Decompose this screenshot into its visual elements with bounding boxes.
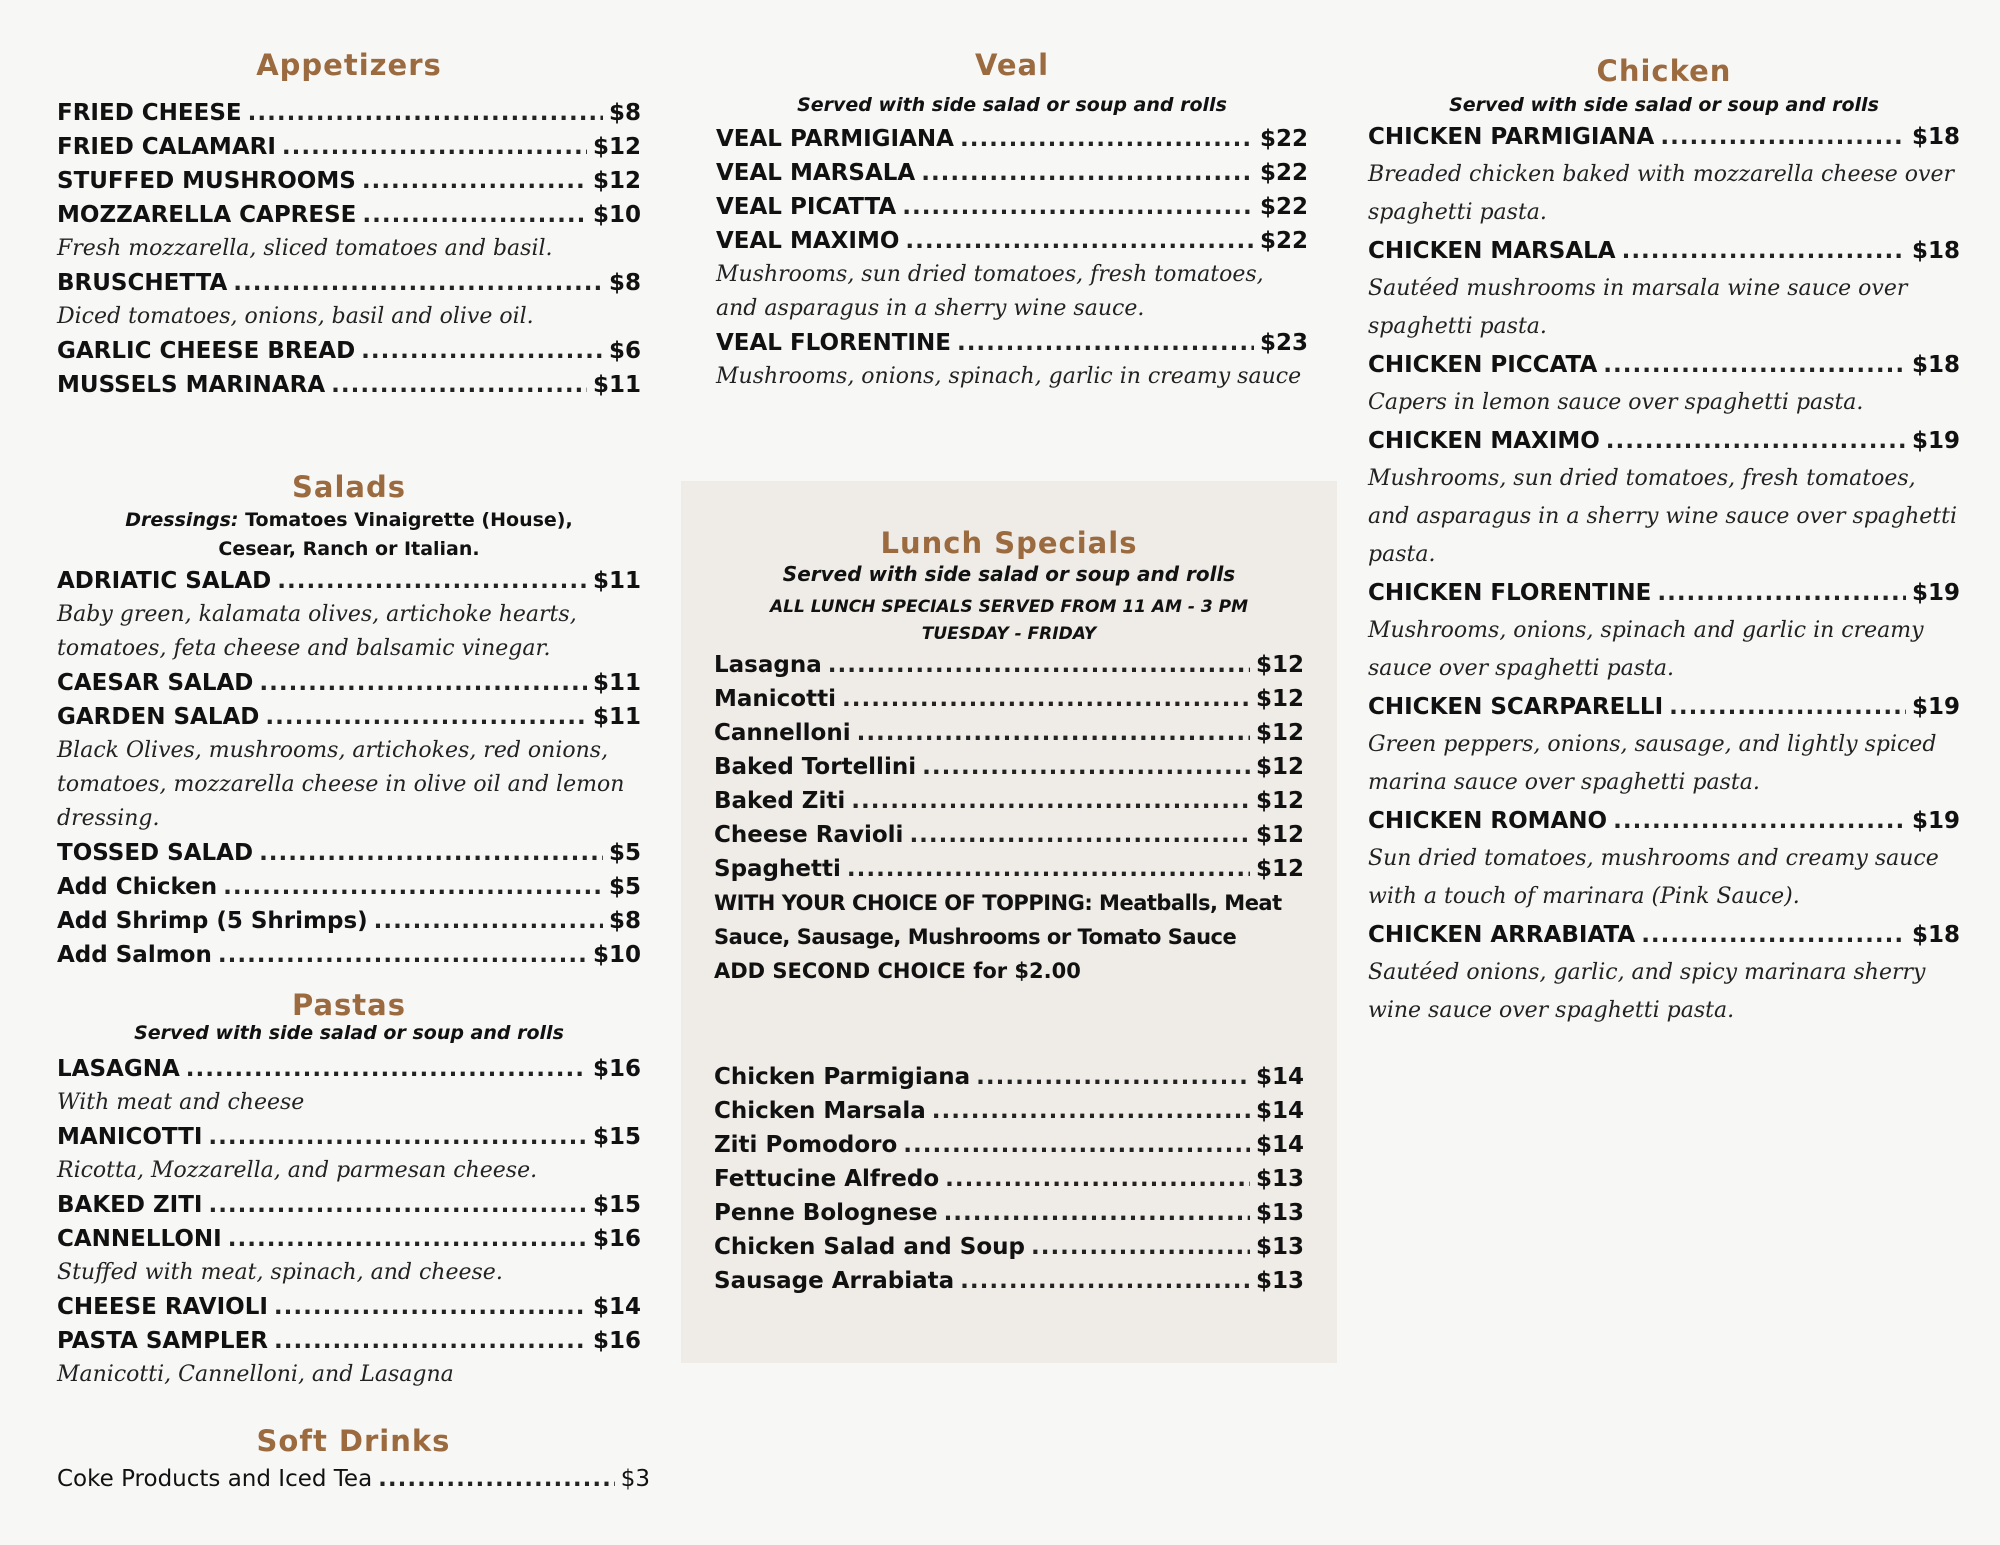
menu-item [714, 1264, 1304, 1298]
item-name: BRUSCHETTA [57, 270, 228, 296]
menu-item [716, 190, 1308, 224]
dot-leader [1606, 422, 1906, 460]
menu-item [57, 164, 641, 198]
dot-leader [248, 96, 603, 130]
dot-leader [274, 1324, 587, 1358]
menu-item [57, 96, 641, 130]
menu-item [57, 1120, 641, 1154]
dot-leader [208, 1188, 587, 1222]
chicken-subtitle: Served with side salad or soup and rolls [1449, 94, 1879, 116]
menu-item [57, 870, 641, 904]
item-price: $8 [608, 100, 641, 126]
pastas-heading: Pastas [292, 988, 406, 1022]
dot-leader [922, 750, 1250, 784]
menu-item [716, 326, 1308, 360]
item-name: VEAL MAXIMO [716, 228, 900, 254]
item-price: $12 [1255, 856, 1304, 882]
item-name: FRIED CHEESE [57, 100, 242, 126]
item-description: Sautéed onions, garlic, and spicy marinara sherry wine sauce over spaghetti pasta. [1368, 960, 1926, 1023]
dot-leader [374, 904, 603, 938]
item-name: CHEESE RAVIOLI [57, 1294, 268, 1320]
item-name: Cannelloni [714, 720, 851, 746]
lunch-section [714, 526, 1304, 1298]
item-price: $22 [1259, 228, 1308, 254]
item-name: CAESAR SALAD [57, 670, 254, 696]
item-name: Lasagna [714, 652, 822, 678]
dot-leader [857, 716, 1250, 750]
menu-item [1368, 688, 1960, 726]
menu-item [716, 224, 1308, 258]
item-name: Fettucine Alfredo [714, 1166, 940, 1192]
menu-item [714, 682, 1304, 716]
dot-leader [960, 1264, 1250, 1298]
item-price: $19 [1911, 580, 1960, 606]
item-price: $16 [592, 1056, 641, 1082]
dressings-text: Tomatoes Vinaigrette (House), [245, 509, 573, 531]
item-name: Coke Products and Iced Tea [57, 1466, 373, 1492]
appetizers-section [57, 48, 641, 402]
lunch-subtitle: Served with side salad or soup and rolls [782, 562, 1236, 586]
salads-section [57, 470, 641, 972]
menu-item [57, 1290, 641, 1324]
item-price: $12 [1255, 754, 1304, 780]
item-description: Sun dried tomatoes, mushrooms and creamy sauce with a touch of marinara (Pink Sauce). [1368, 846, 1939, 909]
item-price: $11 [592, 568, 641, 594]
item-price: $22 [1259, 160, 1308, 186]
menu-item [714, 1196, 1304, 1230]
pastas-subtitle: Served with side salad or soup and rolls [134, 1022, 564, 1044]
menu-item [57, 836, 641, 870]
menu-item [1368, 346, 1960, 384]
item-price: $5 [608, 874, 641, 900]
item-description: Stuffed with meat, spinach, and cheese. [57, 1260, 503, 1285]
item-price: $16 [592, 1328, 641, 1354]
item-price: $22 [1259, 194, 1308, 220]
menu-item [714, 818, 1304, 852]
item-description: Mushrooms, onions, spinach, garlic in creamy sauce [716, 364, 1302, 389]
chicken-heading: Chicken [1596, 54, 1732, 88]
item-name: GARDEN SALAD [57, 704, 260, 730]
dot-leader [274, 1290, 587, 1324]
menu-item [57, 266, 641, 300]
menu-item [57, 1052, 641, 1086]
menu-item [1368, 916, 1960, 954]
item-description: Mushrooms, sun dried tomatoes, fresh tomatoes, and asparagus in a sherry wine sauce. [716, 262, 1264, 321]
drinks-heading: Soft Drinks [256, 1424, 451, 1458]
item-price: $10 [592, 942, 641, 968]
appetizers-list [57, 96, 641, 402]
menu-item [714, 648, 1304, 682]
item-description: Breaded chicken baked with mozzarella cheese over spaghetti pasta. [1368, 162, 1955, 225]
menu-item [1368, 574, 1960, 612]
veal-heading: Veal [974, 48, 1050, 82]
item-price: $5 [608, 840, 641, 866]
dot-leader [1641, 916, 1906, 954]
item-price: $18 [1911, 238, 1960, 264]
item-price: $13 [1255, 1200, 1304, 1226]
item-description: Capers in lemon sauce over spaghetti pasta. [1368, 390, 1864, 415]
dressings-line2: Cesear, Ranch or Italian. [218, 538, 480, 560]
item-name: STUFFED MUSHROOMS [57, 168, 356, 194]
dot-leader [944, 1196, 1250, 1230]
item-description: Sautéed mushrooms in marsala wine sauce over spaghetti pasta. [1368, 276, 1908, 339]
dot-leader [223, 870, 603, 904]
pastas-section [57, 988, 641, 1392]
menu-item [57, 938, 641, 972]
item-description: With meat and cheese [57, 1090, 305, 1115]
dot-leader [1031, 1230, 1250, 1264]
item-description: Mushrooms, onions, spinach and garlic in creamy sauce over spaghetti pasta. [1368, 618, 1924, 681]
item-description: Mushrooms, sun dried tomatoes, fresh tomatoes, and asparagus in a sherry wine sauce over spaghetti pasta. [1368, 466, 1958, 567]
dressings-label: Dressings: [125, 509, 239, 531]
item-price: $15 [592, 1124, 641, 1150]
drinks-section [57, 1424, 650, 1496]
item-name: VEAL PICATTA [716, 194, 897, 220]
item-name: CHICKEN SCARPARELLI [1368, 694, 1664, 720]
dot-leader [186, 1052, 587, 1086]
item-name: VEAL MARSALA [716, 160, 916, 186]
dot-leader [208, 1120, 587, 1154]
menu-item [57, 904, 641, 938]
item-description: Black Olives, mushrooms, artichokes, red onions, tomatoes, mozzarella cheese in olive oil and lemon dressing. [57, 738, 625, 831]
menu-item [714, 1128, 1304, 1162]
veal-section [716, 48, 1308, 394]
item-price: $15 [592, 1192, 641, 1218]
menu-item [57, 1222, 641, 1256]
dot-leader [842, 682, 1250, 716]
item-price: $8 [608, 908, 641, 934]
item-price: $11 [592, 372, 641, 398]
item-price: $13 [1255, 1268, 1304, 1294]
menu-item [714, 750, 1304, 784]
menu-item [57, 1324, 641, 1358]
item-price: $22 [1259, 126, 1308, 152]
item-name: Cheese Ravioli [714, 822, 904, 848]
item-price: $12 [1255, 822, 1304, 848]
item-name: PASTA SAMPLER [57, 1328, 269, 1354]
item-name: Sausage Arrabiata [714, 1268, 955, 1294]
dot-leader [277, 564, 587, 598]
dot-leader [1660, 118, 1906, 156]
item-name: VEAL PARMIGIANA [716, 126, 954, 152]
veal-list [716, 122, 1308, 394]
dot-leader [331, 368, 587, 402]
item-price: $12 [1255, 686, 1304, 712]
menu-item [714, 1094, 1304, 1128]
item-name: CHICKEN ROMANO [1368, 808, 1608, 834]
item-name: Chicken Marsala [714, 1098, 926, 1124]
drinks-list [57, 1462, 650, 1496]
item-name: CANNELLONI [57, 1226, 222, 1252]
dot-leader [957, 326, 1254, 360]
chicken-section [1368, 54, 1960, 1030]
item-name: Penne Bolognese [714, 1200, 938, 1226]
dot-leader [1669, 688, 1906, 726]
item-description: Ricotta, Mozzarella, and parmesan cheese. [57, 1158, 538, 1183]
item-price: $19 [1911, 694, 1960, 720]
topping-note: WITH YOUR CHOICE OF TOPPING: Meatballs, Meat Sauce, Sausage, Mushrooms or Tomato Sauce [714, 891, 1282, 949]
dot-leader [378, 1462, 615, 1496]
menu-item [57, 198, 641, 232]
item-price: $8 [608, 270, 641, 296]
item-price: $3 [620, 1466, 650, 1492]
item-price: $14 [1255, 1132, 1304, 1158]
item-name: MUSSELS MARINARA [57, 372, 326, 398]
item-name: LASAGNA [57, 1056, 180, 1082]
menu-item [1368, 802, 1960, 840]
item-description: Manicotti, Cannelloni, and Lasagna [57, 1362, 454, 1387]
item-price: $10 [592, 202, 641, 228]
menu-item [714, 1162, 1304, 1196]
dot-leader [1622, 232, 1906, 270]
veal-subtitle: Served with side salad or soup and rolls [797, 94, 1227, 116]
item-name: GARLIC CHEESE BREAD [57, 338, 356, 364]
item-price: $12 [1255, 788, 1304, 814]
dot-leader [905, 224, 1254, 258]
item-name: ADRIATIC SALAD [57, 568, 272, 594]
dot-leader [362, 198, 587, 232]
item-price: $6 [608, 338, 641, 364]
second-choice-note: ADD SECOND CHOICE for $2.00 [714, 959, 1081, 983]
item-name: Baked Ziti [714, 788, 846, 814]
lunch-hours [714, 594, 1304, 648]
item-price: $12 [592, 134, 641, 160]
dot-leader [259, 836, 603, 870]
item-name: MANICOTTI [57, 1124, 203, 1150]
salads-list [57, 564, 641, 972]
item-price: $12 [1255, 652, 1304, 678]
item-name: MOZZARELLA CAPRESE [57, 202, 357, 228]
menu-item [57, 334, 641, 368]
dot-leader [265, 700, 587, 734]
chicken-list [1368, 118, 1960, 1030]
item-name: Chicken Parmigiana [714, 1064, 971, 1090]
lunch-list [714, 648, 1304, 886]
menu-item [716, 156, 1308, 190]
menu-item [714, 716, 1304, 750]
item-name: CHICKEN PARMIGIANA [1368, 124, 1655, 150]
dot-leader [932, 1094, 1250, 1128]
item-name: Add Salmon [57, 942, 212, 968]
item-name: VEAL FLORENTINE [716, 330, 951, 356]
dot-leader [228, 1222, 587, 1256]
item-name: FRIED CALAMARI [57, 134, 276, 160]
lunch-hours-line1: ALL LUNCH SPECIALS SERVED FROM 11 AM - 3 PM [770, 597, 1248, 617]
lunch-list-2 [714, 1060, 1304, 1298]
lunch-hours-line2: TUESDAY - FRIDAY [921, 624, 1097, 644]
item-name: Chicken Salad and Soup [714, 1234, 1025, 1260]
item-description: Green peppers, onions, sausage, and lightly spiced marina sauce over spaghetti pasta. [1368, 732, 1937, 795]
menu-item [57, 1188, 641, 1222]
appetizers-heading: Appetizers [256, 48, 442, 82]
menu-item [1368, 422, 1960, 460]
menu-item [57, 700, 641, 734]
menu-item [57, 1462, 650, 1496]
item-price: $11 [592, 704, 641, 730]
dot-leader [976, 1060, 1250, 1094]
item-price: $14 [592, 1294, 641, 1320]
menu-item [714, 852, 1304, 886]
menu-item [714, 784, 1304, 818]
item-name: CHICKEN MAXIMO [1368, 428, 1600, 454]
item-price: $19 [1911, 808, 1960, 834]
item-name: Ziti Pomodoro [714, 1132, 898, 1158]
item-price: $16 [592, 1226, 641, 1252]
item-price: $18 [1911, 352, 1960, 378]
item-price: $13 [1255, 1234, 1304, 1260]
menu-item [1368, 232, 1960, 270]
item-name: Add Shrimp (5 Shrimps) [57, 908, 368, 934]
dot-leader [903, 1128, 1250, 1162]
menu-item [57, 368, 641, 402]
menu-item [57, 130, 641, 164]
item-description: Diced tomatoes, onions, basil and olive oil. [57, 304, 534, 329]
item-name: Add Chicken [57, 874, 218, 900]
item-price: $18 [1911, 124, 1960, 150]
item-price: $19 [1911, 428, 1960, 454]
dot-leader [361, 334, 603, 368]
item-name: BAKED ZITI [57, 1192, 203, 1218]
menu-item [716, 122, 1308, 156]
dot-leader [828, 648, 1250, 682]
item-name: Manicotti [714, 686, 836, 712]
dot-leader [1613, 802, 1906, 840]
dot-leader [902, 190, 1254, 224]
item-price: $12 [592, 168, 641, 194]
item-price: $11 [592, 670, 641, 696]
item-price: $12 [1255, 720, 1304, 746]
menu-item [57, 564, 641, 598]
dot-leader [909, 818, 1250, 852]
dot-leader [362, 164, 587, 198]
item-name: CHICKEN PICCATA [1368, 352, 1598, 378]
dot-leader [259, 666, 587, 700]
item-description: Fresh mozzarella, sliced tomatoes and basil. [57, 236, 553, 261]
item-price: $18 [1911, 922, 1960, 948]
item-price: $23 [1259, 330, 1308, 356]
dot-leader [960, 122, 1254, 156]
salads-dressings [57, 506, 641, 564]
item-price: $14 [1255, 1098, 1304, 1124]
menu-item [57, 666, 641, 700]
dot-leader [233, 266, 603, 300]
salads-heading: Salads [292, 470, 406, 504]
item-name: Spaghetti [714, 856, 841, 882]
menu-item [1368, 118, 1960, 156]
menu-item [714, 1060, 1304, 1094]
dot-leader [921, 156, 1254, 190]
item-description: Baby green, kalamata olives, artichoke hearts, tomatoes, feta cheese and balsamic vinegar. [57, 602, 577, 661]
dot-leader [851, 784, 1250, 818]
dot-leader [282, 130, 587, 164]
item-name: CHICKEN MARSALA [1368, 238, 1616, 264]
menu-item [714, 1230, 1304, 1264]
item-name: CHICKEN ARRABIATA [1368, 922, 1636, 948]
dot-leader [218, 938, 587, 972]
dot-leader [1603, 346, 1906, 384]
item-name: Baked Tortellini [714, 754, 917, 780]
item-price: $13 [1255, 1166, 1304, 1192]
dot-leader [945, 1162, 1250, 1196]
dot-leader [847, 852, 1250, 886]
pastas-list [57, 1052, 641, 1392]
item-price: $14 [1255, 1064, 1304, 1090]
item-name: TOSSED SALAD [57, 840, 254, 866]
item-name: CHICKEN FLORENTINE [1368, 580, 1652, 606]
dot-leader [1657, 574, 1906, 612]
lunch-heading: Lunch Specials [880, 526, 1138, 560]
